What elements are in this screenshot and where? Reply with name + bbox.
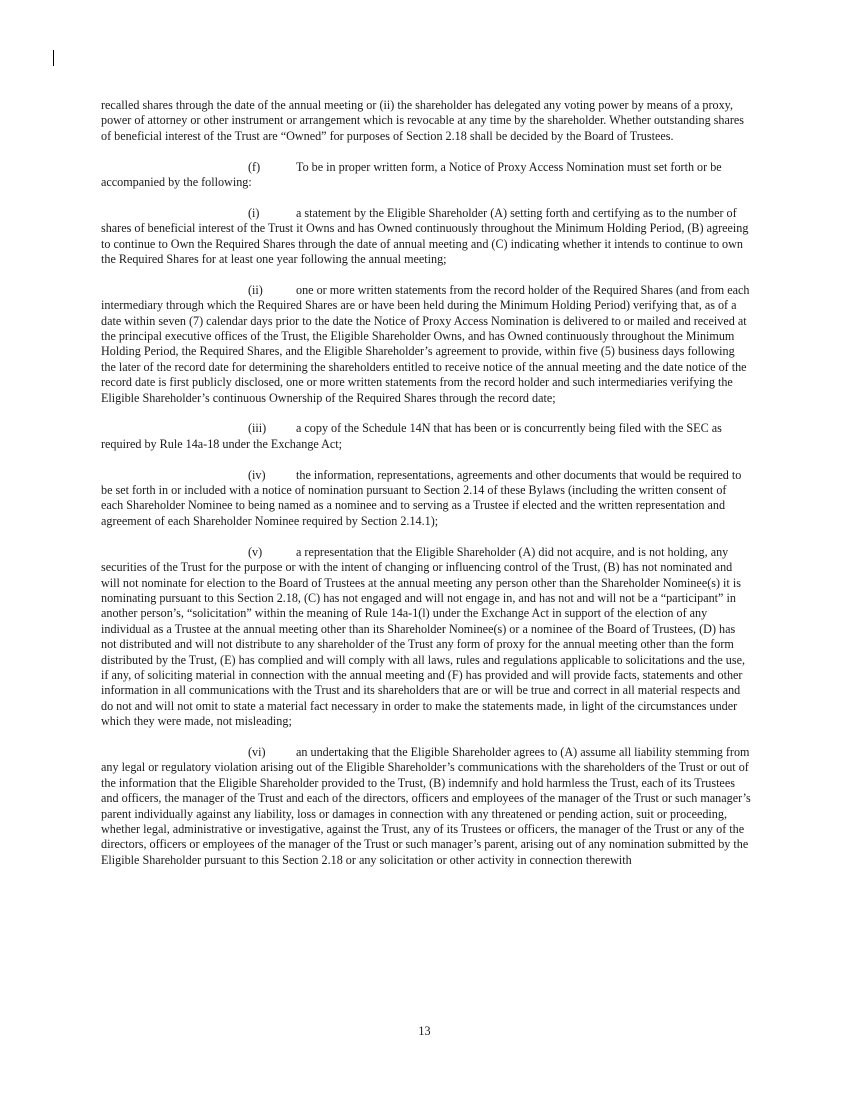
paragraph-vi bbox=[101, 745, 751, 868]
paragraph-marker: (vi) bbox=[248, 744, 266, 759]
paragraph-marker: (ii) bbox=[248, 282, 263, 297]
document-body bbox=[101, 98, 751, 884]
paragraph-text: a representation that the Eligible Shareholder (A) did not acquire, and is not holding, any securities of the Trust for the purpose or with the intent of changing or influencing control of the Trust, (B) has not nominated and will not nominate for election to the Board of Trustees at the annual meeting any person other than the Shareholder Nominee(s) it is nominating pursuant to this Section 2.18, (C) has not engaged and will not engage in, and has not and will not be a “participant” in another person’s, “solicitation” within the meaning of Rule 14a-1(l) under the Exchange Act in support of the election of any individual as a Trustee at the annual meeting other than its Shareholder Nominee(s) or a nominee of the Board of Trustees, (D) has not distributed and will not distribute to any shareholder of the Trust any form of proxy for the annual meeting other than the form distributed by the Trust, (E) has complied and will comply with all laws, rules and regulations applicable to solicitations and the use, if any, of soliciting material in connection with the annual meeting and (F) has provided and will provide facts, statements and other information in all communications with the Trust and its shareholders that are or will be true and correct in all material respects and do not and will not omit to state a material fact necessary in order to make the statements made, in light of the circumstances under which they were made, not misleading; bbox=[101, 544, 746, 729]
paragraph-iii bbox=[101, 421, 751, 452]
paragraph-marker: (v) bbox=[248, 544, 263, 559]
paragraph-text: a statement by the Eligible Shareholder (A) setting forth and certifying as to the number of shares of beneficial interest of the Trust it Owns and has Owned continuously throughout the Minimum Holding Period, (B) agreeing to continue to Own the Required Shares through the date of annual meeting and (C) indicating whether it intends to continue to own the Required Shares for at least one year following the annual meeting; bbox=[101, 205, 749, 267]
paragraph-f bbox=[101, 160, 751, 191]
paragraph-text: an undertaking that the Eligible Shareholder agrees to (A) assume all liability stemming from any legal or regulatory violation arising out of the Eligible Shareholder’s communications with the shareholders of the Trust or out of the information that the Eligible Shareholder provided to the Trust, (B) indemnify and hold harmless the Trust, each of its Trustees and officers, the manager of the Trust and each of the directors, officers and employees of the manager of the Trust or such manager’s parent individually against any liability, loss or damages in connection with any threatened or pending action, suit or proceeding, whether legal, administrative or investigative, against the Trust, any of its Trustees or officers, the manager of the Trust or any of the directors, officers or employees of the manager of the Trust or such manager’s parent, arising out of any nomination submitted by the Eligible Shareholder pursuant to this Section 2.18 or any solicitation or other activity in connection therewith bbox=[101, 744, 751, 867]
text-cursor bbox=[53, 50, 54, 66]
page-number: 13 bbox=[418, 1024, 431, 1038]
paragraph-iv bbox=[101, 468, 751, 530]
paragraph-text: To be in proper written form, a Notice of Proxy Access Nomination must set forth or be accompanied by the following: bbox=[101, 159, 722, 190]
continuation-paragraph bbox=[101, 98, 751, 144]
paragraph-i bbox=[101, 206, 751, 268]
paragraph-text: a copy of the Schedule 14N that has been or is concurrently being filed with the SEC as required by Rule 14a-18 under the Exchange Act; bbox=[101, 421, 722, 451]
paragraph-text: one or more written statements from the record holder of the Required Shares (and from each intermediary through which the Required Shares are or have been held during the Minimum Holding Period) verifying that, as of a date within seven (7) calendar days prior to the date the Notice of Proxy Access Nomination is delivered to or mailed and received at the principal executive offices of the Trust, the Eligible Shareholder Owns, and has Owned continuously throughout the Minimum Holding Period, the Required Shares, and the Eligible Shareholder’s agreement to provide, within five (5) business days following the later of the record date for determining the shareholders entitled to receive notice of the annual meeting and the date notice of the record date is first publicly disclosed, one or more written statements from the record holder and such intermediaries verifying the Eligible Shareholder’s continuous Ownership of the Required Shares through the record date; bbox=[101, 282, 750, 405]
paragraph-marker: (i) bbox=[248, 205, 260, 220]
paragraph-text: recalled shares through the date of the annual meeting or (ii) the shareholder has delegated any voting power by means of a proxy, power of attorney or other instrument or arrangement which is revocable at any time by the shareholder. Whether outstanding shares of beneficial interest of the Trust are “Owned” for purposes of Section 2.18 shall be decided by the Board of Trustees. bbox=[101, 98, 745, 143]
paragraph-ii bbox=[101, 283, 751, 406]
paragraph-text: the information, representations, agreements and other documents that would be required to be set forth in or included with a notice of nomination pursuant to Section 2.14 of these Bylaws (including the written consent of each Shareholder Nominee to being named as a nominee and to serving as a Trustee if elected and the written representation and agreement of each Shareholder Nominee required by Section 2.14.1); bbox=[101, 467, 742, 528]
paragraph-marker: (iv) bbox=[248, 467, 266, 482]
paragraph-v bbox=[101, 545, 751, 730]
paragraph-marker: (iii) bbox=[248, 421, 267, 436]
paragraph-marker: (f) bbox=[248, 159, 261, 174]
